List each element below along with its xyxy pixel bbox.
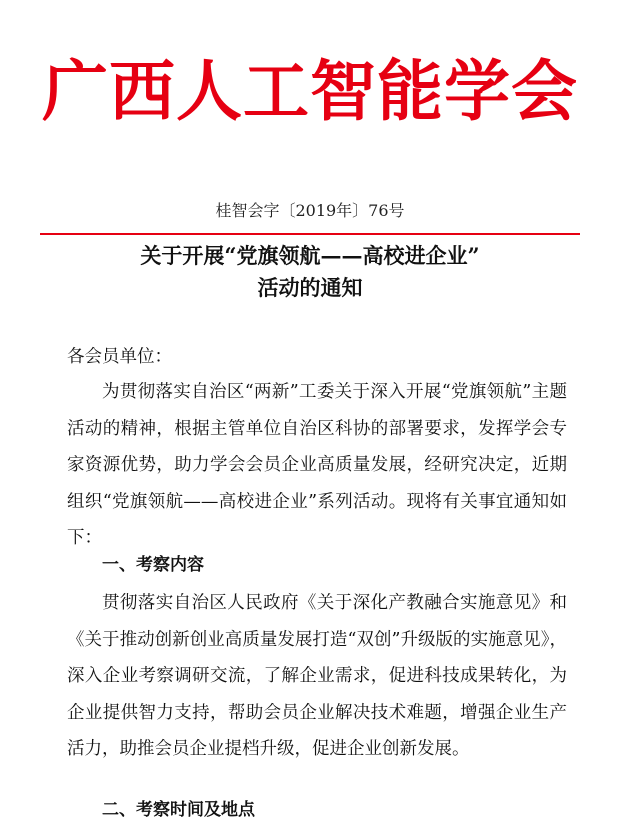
notice-title-line-1: 关于开展“党旗领航——高校进企业” <box>140 243 480 268</box>
notice-title-line-2: 活动的通知 <box>257 275 363 300</box>
intro-paragraph: 为贯彻落实自治区“两新”工委关于深入开展“党旗领航”主题活动的精神，根据主管单位自治区科协的部署要求，发挥学会专家资源优势，助力学会会员企业高质量发展，经研究决定，近期组织“党旗领航——高校进企业”系列活动。现将有关事宜通知如下： <box>67 382 567 548</box>
section-body-inspection-content: 贯彻落实自治区人民政府《关于深化产教融合实施意见》和《关于推动创新创业高质量发展打造“双创”升级版的实施意见》，深入企业考察调研交流，了解企业需求，促进科技成果转化，为企业提供智力支持，帮助会员企业解决技术难题，增强企业生产活力，助推会员企业提档升级，促进企业创新发展。 <box>67 593 567 759</box>
masthead-red-rule <box>40 233 580 235</box>
masthead-org-name: 广西人工智能学会 <box>42 53 578 130</box>
section-heading-inspection-content: 一、考察内容 <box>102 555 204 575</box>
document-number: 桂智会字〔2019年〕76号 <box>215 201 405 220</box>
salutation: 各会员单位： <box>67 347 172 367</box>
section-heading-time-and-location: 二、考察时间及地点 <box>102 800 255 820</box>
